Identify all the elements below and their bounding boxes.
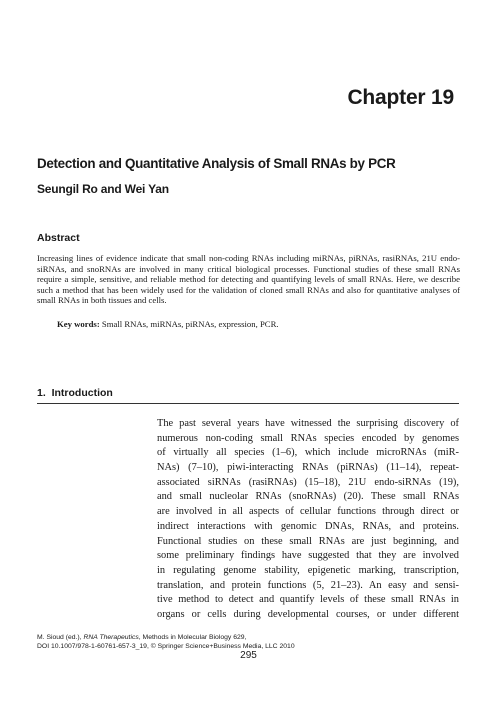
- text-line: associated siRNAs (rasiRNAs) (15–18), 21U endo-siRNAs (19),: [157, 476, 459, 488]
- section-divider: [37, 403, 459, 404]
- keywords: [57, 319, 279, 329]
- abstract-heading: Abstract: [37, 232, 80, 244]
- keywords-text: Small RNAs, miRNAs, piRNAs, expression, PCR.: [101, 319, 279, 329]
- introduction-heading: 1. Introduction: [37, 387, 113, 399]
- text-line: The past several years have witnessed the surprising discovery of: [157, 418, 459, 429]
- text-line: NAs) (7–10), piwi-interacting RNAs (piRNAs) (11–14), repeat-: [157, 462, 459, 474]
- text-line: Functional studies on these small RNAs are just beginning, and: [157, 535, 459, 547]
- text-line: and small nucleolar RNAs (snoRNAs) (20). These small RNAs: [157, 491, 459, 503]
- text-line: organs or cells during developmental courses, or under different: [157, 608, 459, 620]
- text-line: tive method to detect and quantify levels of these small RNAs in: [157, 594, 459, 606]
- page-number: 295: [240, 650, 257, 661]
- text-line: numerous non-coding small RNAs species encoded by genomes: [157, 432, 459, 444]
- book-title: RNA Therapeutics: [83, 634, 139, 641]
- chapter-title: Detection and Quantitative Analysis of Small RNAs by PCR: [37, 156, 396, 171]
- introduction-text: [157, 417, 459, 623]
- chapter-label: Chapter 19: [347, 86, 454, 109]
- footnote-line-1: M. Sioud (ed.), RNA Therapeutics, Methods in Molecular Biology 629,: [37, 634, 247, 641]
- text-line: in regulating genome stability, epigenetic marking, transcription,: [157, 564, 459, 576]
- text-line: are involved in all aspects of cellular functions through direct or: [157, 506, 459, 518]
- citation-footnote: [37, 633, 295, 651]
- abstract-text: Increasing lines of evidence indicate that small non-coding RNAs including miRNAs, piRNAs, rasiRNAs, 21U endo-siRNAs, and snoRNAs are involved in many critical biological processes. Functional studies of these small RNAs require a simple, sensitive, and reliable method for detecting and quantifying levels of small RNAs. Here, we describe such a method that has been widely used for the validation of cloned small RNAs and also for quantitative analyses of small RNAs in both tissues and cells.: [37, 253, 460, 306]
- text-line: some preliminary findings have suggested that they are involved: [157, 550, 459, 562]
- footnote-line-2: DOI 10.1007/978-1-60761-657-3_19, © Springer Science+Business Media, LLC 2010: [37, 643, 295, 651]
- authors: Seungil Ro and Wei Yan: [37, 182, 169, 196]
- text-line: of virtually all species (1–6), which include microRNAs (miR-: [157, 447, 459, 459]
- text-line: translation, and protein functions (5, 21–23). An easy and sensi-: [157, 579, 459, 591]
- keywords-label: Key words:: [57, 319, 100, 329]
- text-line: indirect interactions with genomic DNAs, RNAs, and proteins.: [157, 520, 459, 532]
